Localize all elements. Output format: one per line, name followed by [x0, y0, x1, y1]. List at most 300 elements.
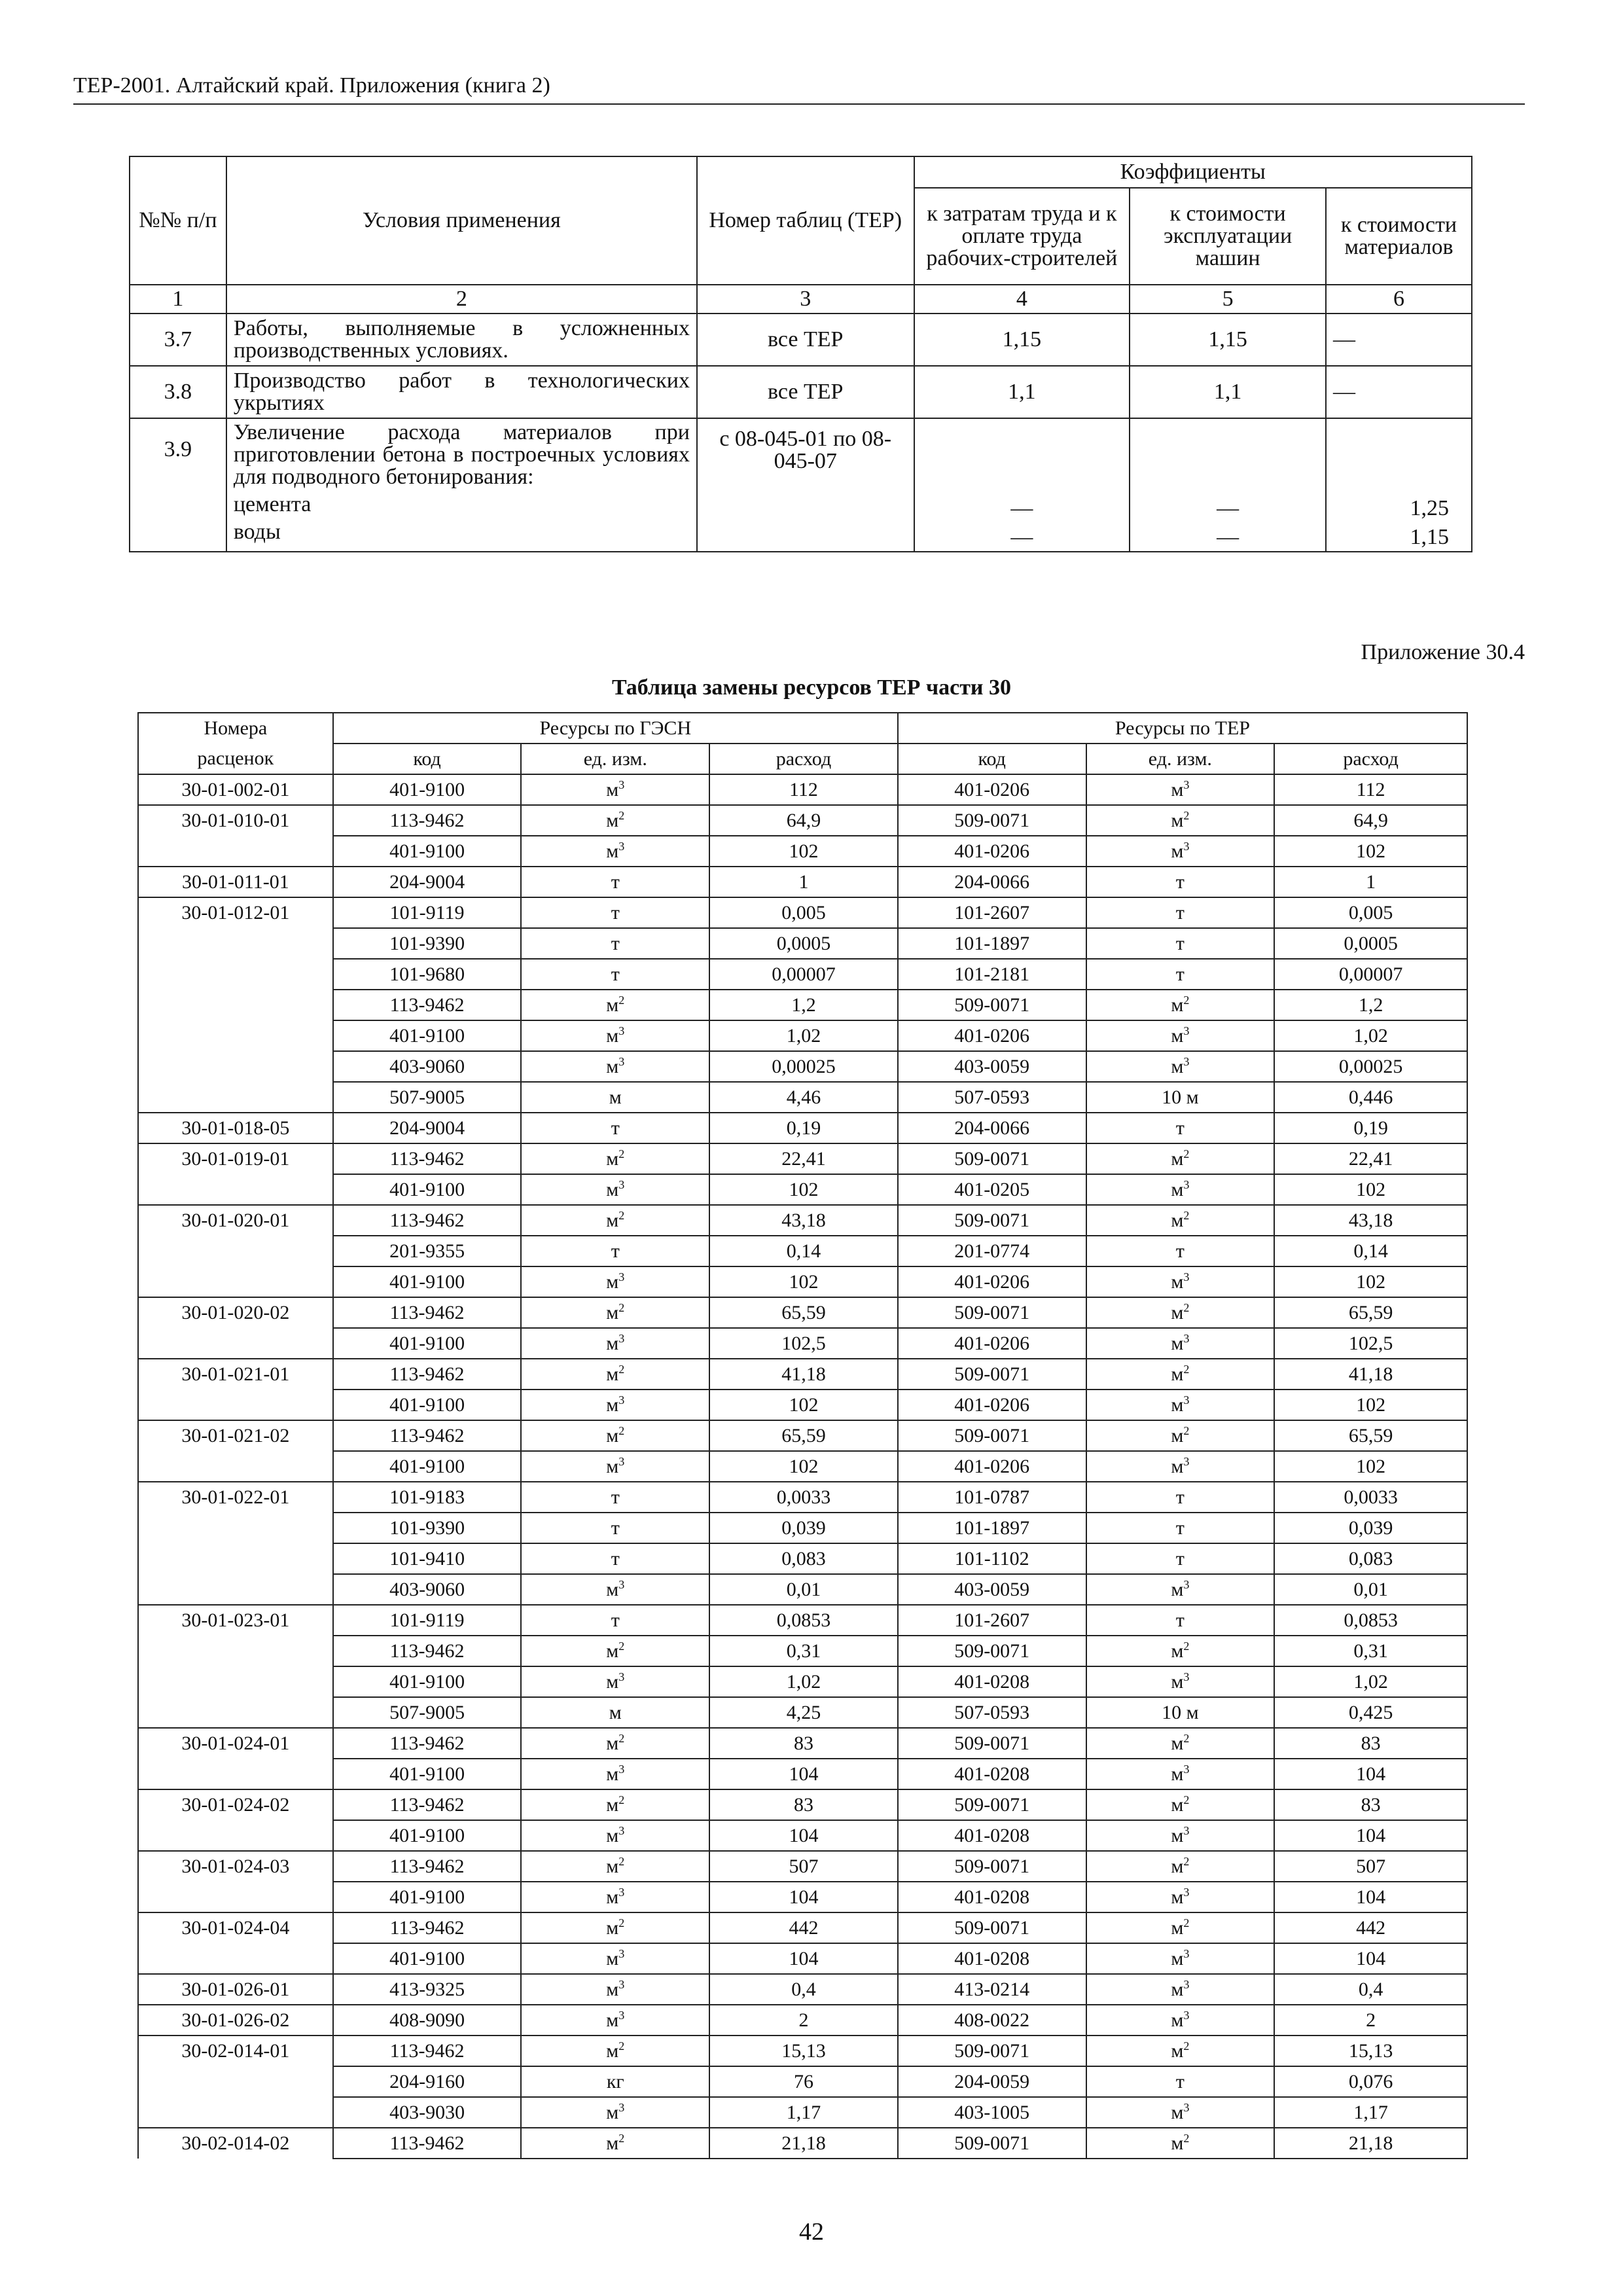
- table-row: [138, 1543, 1467, 1574]
- col-header-num: №№ п/п: [130, 156, 226, 285]
- rate-number: 30-01-024-03: [138, 1851, 333, 1882]
- ter-amount: 43,18: [1274, 1205, 1467, 1236]
- table-row: [138, 1697, 1467, 1728]
- row-condition: Производство работ в технологических укрытиях: [226, 366, 697, 418]
- gesn-unit: $м^2$: [521, 1205, 709, 1236]
- sub-materials: 1,25: [1410, 496, 1449, 520]
- ter-unit: т: [1086, 1605, 1275, 1636]
- col-number: 1: [130, 285, 226, 314]
- ter-amount: 104: [1274, 1820, 1467, 1851]
- gesn-unit: м: [521, 1697, 709, 1728]
- ter-amount: 2: [1274, 2005, 1467, 2036]
- ter-code: 509-0071: [898, 1359, 1086, 1390]
- table-row: [138, 1728, 1467, 1759]
- ter-amount: 102: [1274, 1174, 1467, 1205]
- gesn-amount: 112: [709, 774, 898, 805]
- gesn-amount: 0,14: [709, 1236, 898, 1266]
- ter-code: 509-0071: [898, 1851, 1086, 1882]
- ter-unit: 10 м: [1086, 1082, 1275, 1113]
- ter-amount: 0,0005: [1274, 928, 1467, 959]
- gesn-unit: т: [521, 867, 709, 897]
- ter-unit: $м^2$: [1086, 1359, 1275, 1390]
- gesn-amount: 15,13: [709, 2036, 898, 2066]
- table-row: [138, 2097, 1467, 2128]
- gesn-amount: 442: [709, 1912, 898, 1943]
- gesn-amount: 0,039: [709, 1513, 898, 1543]
- ter-amount: 21,18: [1274, 2128, 1467, 2159]
- gesn-code: 401-9100: [333, 1020, 522, 1051]
- ter-unit: $м^2$: [1086, 1851, 1275, 1882]
- row-tables: все ТЕР: [697, 314, 914, 366]
- ter-unit: $м^3$: [1086, 1974, 1275, 2005]
- gesn-unit: $м^2$: [521, 1912, 709, 1943]
- gesn-code: 401-9100: [333, 1328, 522, 1359]
- gesn-code: 101-9119: [333, 897, 522, 928]
- ter-unit: $м^3$: [1086, 774, 1275, 805]
- gesn-amount: 1,02: [709, 1666, 898, 1697]
- ter-unit: т: [1086, 867, 1275, 897]
- rate-number: 30-01-012-01: [138, 897, 333, 928]
- gesn-unit: $м^3$: [521, 1174, 709, 1205]
- table-row: [138, 1943, 1467, 1974]
- ter-code: 401-0206: [898, 1328, 1086, 1359]
- table-row: [138, 1297, 1467, 1328]
- ter-amount: 102,5: [1274, 1328, 1467, 1359]
- ter-amount: 102: [1274, 1451, 1467, 1482]
- ter-unit: $м^2$: [1086, 2036, 1275, 2066]
- ter-code: 204-0066: [898, 1113, 1086, 1143]
- table-row: [138, 867, 1467, 897]
- gesn-unit: т: [521, 1236, 709, 1266]
- gesn-amount: 21,18: [709, 2128, 898, 2159]
- gesn-amount: 76: [709, 2066, 898, 2097]
- rate-number: 30-01-023-01: [138, 1605, 333, 1636]
- sub-item-name: цемента: [233, 492, 312, 516]
- ter-unit: $м^2$: [1086, 1636, 1275, 1666]
- table-row: [138, 2005, 1467, 2036]
- ter-amount: 104: [1274, 1759, 1467, 1789]
- gesn-code: 401-9100: [333, 774, 522, 805]
- gesn-amount: 2: [709, 2005, 898, 2036]
- gesn-amount: 507: [709, 1851, 898, 1882]
- gesn-code: 101-9680: [333, 959, 522, 990]
- ter-code: 509-0071: [898, 1912, 1086, 1943]
- table-title: Таблица замены ресурсов ТЕР части 30: [611, 675, 1012, 700]
- gesn-unit: $м^2$: [521, 1297, 709, 1328]
- ter-unit: $м^3$: [1086, 1390, 1275, 1420]
- table-row: [138, 805, 1467, 836]
- ter-code: 401-0208: [898, 1943, 1086, 1974]
- ter-unit: $м^3$: [1086, 1943, 1275, 1974]
- gesn-amount: 0,00007: [709, 959, 898, 990]
- gesn-code: 403-9060: [333, 1574, 522, 1605]
- ter-unit: $м^2$: [1086, 805, 1275, 836]
- col-header-gesn: Ресурсы по ГЭСН: [333, 713, 898, 744]
- rate-number: [138, 1328, 333, 1359]
- gesn-unit: $м^2$: [521, 1420, 709, 1451]
- ter-amount: 64,9: [1274, 805, 1467, 836]
- gesn-unit: $м^3$: [521, 836, 709, 867]
- gesn-amount: 102: [709, 836, 898, 867]
- ter-code: 403-0059: [898, 1051, 1086, 1082]
- gesn-code: 401-9100: [333, 1820, 522, 1851]
- rate-number: [138, 1574, 333, 1605]
- gesn-unit: $м^2$: [521, 1851, 709, 1882]
- ter-amount: 102: [1274, 1390, 1467, 1420]
- gesn-code: 507-9005: [333, 1697, 522, 1728]
- gesn-amount: 0,31: [709, 1636, 898, 1666]
- gesn-unit: $м^3$: [521, 1759, 709, 1789]
- rate-number: 30-01-018-05: [138, 1113, 333, 1143]
- sub-materials: 1,15: [1410, 525, 1449, 549]
- ter-amount: 0,0853: [1274, 1605, 1467, 1636]
- gesn-amount: 102: [709, 1174, 898, 1205]
- gesn-amount: 4,25: [709, 1697, 898, 1728]
- table-row: [138, 1513, 1467, 1543]
- ter-amount: 15,13: [1274, 2036, 1467, 2066]
- ter-unit: 10 м: [1086, 1697, 1275, 1728]
- coef-row: [130, 314, 1472, 366]
- ter-unit: $м^3$: [1086, 1666, 1275, 1697]
- gesn-amount: 0,0033: [709, 1482, 898, 1513]
- ter-unit: т: [1086, 1236, 1275, 1266]
- col-header-materials: к стоимости материалов: [1326, 188, 1472, 285]
- ter-code: 101-2607: [898, 1605, 1086, 1636]
- rate-number: 30-01-021-01: [138, 1359, 333, 1390]
- ter-code: 101-2607: [898, 897, 1086, 928]
- gesn-code: 201-9355: [333, 1236, 522, 1266]
- gesn-amount: 102: [709, 1451, 898, 1482]
- table-row: [138, 1143, 1467, 1174]
- ter-amount: 0,425: [1274, 1697, 1467, 1728]
- table-row: [138, 1113, 1467, 1143]
- table-row: [138, 1420, 1467, 1451]
- table-row: [138, 2066, 1467, 2097]
- resources-table: [137, 712, 1468, 2159]
- rate-number: [138, 928, 333, 959]
- gesn-amount: 0,01: [709, 1574, 898, 1605]
- rate-number: [138, 1697, 333, 1728]
- ter-code: 401-0208: [898, 1820, 1086, 1851]
- ter-unit: $м^2$: [1086, 1297, 1275, 1328]
- ter-unit: $м^2$: [1086, 1912, 1275, 1943]
- gesn-amount: 104: [709, 1882, 898, 1912]
- table-row: [138, 774, 1467, 805]
- ter-code: 509-0071: [898, 2036, 1086, 2066]
- resources-table-body: [138, 774, 1467, 2159]
- ter-unit: $м^2$: [1086, 1420, 1275, 1451]
- rate-number: 30-01-024-04: [138, 1912, 333, 1943]
- ter-unit: т: [1086, 897, 1275, 928]
- ter-code: 509-0071: [898, 1143, 1086, 1174]
- gesn-code: 413-9325: [333, 1974, 522, 2005]
- gesn-code: 113-9462: [333, 1636, 522, 1666]
- gesn-unit: $м^3$: [521, 1820, 709, 1851]
- ter-code: 403-0059: [898, 1574, 1086, 1605]
- rate-number: [138, 1943, 333, 1974]
- table-row: [138, 1328, 1467, 1359]
- ter-amount: 83: [1274, 1789, 1467, 1820]
- row-machines-coef: [1130, 418, 1326, 552]
- gesn-code: 204-9160: [333, 2066, 522, 2097]
- gesn-code: 113-9462: [333, 1789, 522, 1820]
- gesn-code: 113-9462: [333, 1297, 522, 1328]
- page-number: 42: [799, 2218, 824, 2246]
- table-row: [138, 2036, 1467, 2066]
- sub-item-name: воды: [233, 520, 281, 544]
- ter-amount: 1,02: [1274, 1666, 1467, 1697]
- gesn-amount: 22,41: [709, 1143, 898, 1174]
- ter-unit: т: [1086, 1482, 1275, 1513]
- gesn-code: 507-9005: [333, 1082, 522, 1113]
- sub-machines: —: [1217, 496, 1240, 520]
- gesn-code: 403-9030: [333, 2097, 522, 2128]
- gesn-code: 113-9462: [333, 2036, 522, 2066]
- rate-number: 30-02-014-01: [138, 2036, 333, 2066]
- ter-amount: 0,00025: [1274, 1051, 1467, 1082]
- gesn-unit: $м^3$: [521, 1974, 709, 2005]
- ter-code: 509-0071: [898, 1636, 1086, 1666]
- rate-number: [138, 1082, 333, 1113]
- col-number: 6: [1326, 285, 1472, 314]
- condition-text: Увеличение расхода материалов при приготовлении бетона в построечных условиях для подводного бетонирования:: [233, 420, 690, 489]
- gesn-unit: $м^3$: [521, 1943, 709, 1974]
- gesn-amount: 0,19: [709, 1113, 898, 1143]
- gesn-amount: 4,46: [709, 1082, 898, 1113]
- ter-code: 401-0206: [898, 1390, 1086, 1420]
- gesn-amount: 0,0853: [709, 1605, 898, 1636]
- ter-unit: $м^2$: [1086, 1205, 1275, 1236]
- rate-number: 30-01-022-01: [138, 1482, 333, 1513]
- ter-unit: $м^2$: [1086, 990, 1275, 1020]
- gesn-code: 113-9462: [333, 990, 522, 1020]
- row-labor-coef: 1,15: [914, 314, 1130, 366]
- gesn-amount: 0,005: [709, 897, 898, 928]
- gesn-code: 113-9462: [333, 1420, 522, 1451]
- table-row: [138, 836, 1467, 867]
- sub-machines: —: [1217, 525, 1240, 549]
- ter-code: 509-0071: [898, 805, 1086, 836]
- gesn-amount: 104: [709, 1943, 898, 1974]
- ter-unit: $м^2$: [1086, 1789, 1275, 1820]
- col-header-gesn-amount: расход: [709, 744, 898, 774]
- col-header-labor: к затратам труда и к оплате труда рабочих-строителей: [914, 188, 1130, 285]
- ter-code: 401-0208: [898, 1759, 1086, 1789]
- gesn-amount: 64,9: [709, 805, 898, 836]
- col-number: 3: [697, 285, 914, 314]
- table-row: [138, 1051, 1467, 1082]
- col-header-ter-unit: ед. изм.: [1086, 744, 1275, 774]
- ter-amount: 104: [1274, 1943, 1467, 1974]
- gesn-code: 113-9462: [333, 1851, 522, 1882]
- rate-number: [138, 2066, 333, 2097]
- gesn-unit: т: [521, 897, 709, 928]
- gesn-unit: м: [521, 1082, 709, 1113]
- ter-amount: 112: [1274, 774, 1467, 805]
- rate-number: [138, 1759, 333, 1789]
- gesn-amount: 0,0005: [709, 928, 898, 959]
- col-number: 4: [914, 285, 1130, 314]
- gesn-code: 401-9100: [333, 1174, 522, 1205]
- rate-number: 30-01-020-01: [138, 1205, 333, 1236]
- gesn-code: 113-9462: [333, 1205, 522, 1236]
- rate-number: [138, 1513, 333, 1543]
- rate-number: [138, 1636, 333, 1666]
- ter-amount: 0,039: [1274, 1513, 1467, 1543]
- gesn-code: 113-9462: [333, 1912, 522, 1943]
- ter-amount: 102: [1274, 836, 1467, 867]
- ter-unit: $м^3$: [1086, 1759, 1275, 1789]
- ter-code: 507-0593: [898, 1697, 1086, 1728]
- ter-amount: 507: [1274, 1851, 1467, 1882]
- col-header-ter: Ресурсы по ТЕР: [898, 713, 1467, 744]
- rate-number: 30-01-024-01: [138, 1728, 333, 1759]
- ter-code: 408-0022: [898, 2005, 1086, 2036]
- ter-unit: $м^2$: [1086, 1143, 1275, 1174]
- ter-code: 401-0206: [898, 1266, 1086, 1297]
- ter-amount: 0,076: [1274, 2066, 1467, 2097]
- row-num: 3.8: [130, 366, 226, 418]
- gesn-unit: $м^3$: [521, 1390, 709, 1420]
- gesn-unit: $м^3$: [521, 1266, 709, 1297]
- gesn-unit: $м^2$: [521, 1359, 709, 1390]
- gesn-code: 113-9462: [333, 1359, 522, 1390]
- table-row: [138, 990, 1467, 1020]
- rate-number: [138, 836, 333, 867]
- gesn-unit: $м^2$: [521, 2128, 709, 2159]
- gesn-amount: 0,083: [709, 1543, 898, 1574]
- col-number: 2: [226, 285, 697, 314]
- table-row: [138, 1482, 1467, 1513]
- gesn-unit: $м^3$: [521, 1451, 709, 1482]
- ter-code: 509-0071: [898, 1420, 1086, 1451]
- col-header-rate-bottom: расценок: [138, 744, 333, 774]
- rate-number: [138, 1543, 333, 1574]
- rate-number: [138, 1174, 333, 1205]
- gesn-amount: 1,2: [709, 990, 898, 1020]
- rate-number: [138, 1020, 333, 1051]
- col-header-gesn-code: код: [333, 744, 522, 774]
- ter-unit: $м^3$: [1086, 1174, 1275, 1205]
- gesn-unit: $м^3$: [521, 1020, 709, 1051]
- row-condition: Работы, выполняемые в усложненных производственных условиях.: [226, 314, 697, 366]
- rate-number: [138, 1882, 333, 1912]
- ter-code: 413-0214: [898, 1974, 1086, 2005]
- row-materials-coef: —: [1326, 314, 1472, 366]
- table-row: [138, 1390, 1467, 1420]
- gesn-amount: 104: [709, 1759, 898, 1789]
- rate-number: 30-01-026-01: [138, 1974, 333, 2005]
- ter-unit: т: [1086, 1543, 1275, 1574]
- gesn-code: 401-9100: [333, 1943, 522, 1974]
- table-row: [138, 1605, 1467, 1636]
- table-row: [138, 1882, 1467, 1912]
- ter-code: 401-0206: [898, 1451, 1086, 1482]
- col-header-gesn-unit: ед. изм.: [521, 744, 709, 774]
- table-row: [138, 928, 1467, 959]
- ter-code: 403-1005: [898, 2097, 1086, 2128]
- gesn-code: 408-9090: [333, 2005, 522, 2036]
- rate-number: [138, 1390, 333, 1420]
- gesn-unit: т: [521, 959, 709, 990]
- ter-unit: т: [1086, 928, 1275, 959]
- gesn-code: 401-9100: [333, 1666, 522, 1697]
- row-labor-coef: [914, 418, 1130, 552]
- table-row: [138, 1266, 1467, 1297]
- gesn-amount: 0,4: [709, 1974, 898, 2005]
- gesn-unit: т: [521, 928, 709, 959]
- col-header-tables: Номер таблиц (ТЕР): [697, 156, 914, 285]
- ter-amount: 1,2: [1274, 990, 1467, 1020]
- rate-number: [138, 1820, 333, 1851]
- ter-code: 101-1102: [898, 1543, 1086, 1574]
- ter-code: 401-0206: [898, 774, 1086, 805]
- table-row: [138, 1174, 1467, 1205]
- gesn-unit: т: [521, 1543, 709, 1574]
- ter-amount: 0,31: [1274, 1636, 1467, 1666]
- gesn-code: 401-9100: [333, 1390, 522, 1420]
- col-header-ter-code: код: [898, 744, 1086, 774]
- gesn-unit: т: [521, 1605, 709, 1636]
- ter-unit: $м^3$: [1086, 1574, 1275, 1605]
- coef-row: [130, 418, 1472, 552]
- table-row: [138, 1236, 1467, 1266]
- gesn-code: 101-9390: [333, 928, 522, 959]
- ter-code: 509-0071: [898, 1728, 1086, 1759]
- sub-labor: —: [1010, 525, 1033, 549]
- rate-number: 30-02-014-02: [138, 2128, 333, 2159]
- gesn-amount: 1: [709, 867, 898, 897]
- table-row: [138, 1451, 1467, 1482]
- col-header-machines: к стоимости эксплуатации машин: [1130, 188, 1326, 285]
- table-row: [138, 959, 1467, 990]
- ter-unit: $м^3$: [1086, 2097, 1275, 2128]
- ter-code: 401-0208: [898, 1882, 1086, 1912]
- table-row: [138, 1851, 1467, 1882]
- ter-unit: $м^3$: [1086, 1266, 1275, 1297]
- ter-amount: 0,4: [1274, 1974, 1467, 2005]
- table-row: [138, 1666, 1467, 1697]
- ter-unit: $м^3$: [1086, 2005, 1275, 2036]
- gesn-unit: $м^3$: [521, 2005, 709, 2036]
- col-header-conditions: Условия применения: [226, 156, 697, 285]
- table-row: [138, 1359, 1467, 1390]
- col-header-coefficients: Коэффициенты: [914, 156, 1472, 188]
- gesn-code: 101-9390: [333, 1513, 522, 1543]
- ter-code: 204-0059: [898, 2066, 1086, 2097]
- gesn-unit: $м^2$: [521, 805, 709, 836]
- table-row: [138, 1636, 1467, 1666]
- ter-unit: т: [1086, 2066, 1275, 2097]
- gesn-amount: 65,59: [709, 1297, 898, 1328]
- gesn-code: 401-9100: [333, 1759, 522, 1789]
- gesn-code: 204-9004: [333, 867, 522, 897]
- ter-amount: 442: [1274, 1912, 1467, 1943]
- running-header: ТЕР-2001. Алтайский край. Приложения (книга 2): [73, 73, 1525, 105]
- gesn-amount: 102,5: [709, 1328, 898, 1359]
- gesn-unit: $м^3$: [521, 1666, 709, 1697]
- ter-amount: 0,14: [1274, 1236, 1467, 1266]
- gesn-code: 113-9462: [333, 1143, 522, 1174]
- rate-number: [138, 1051, 333, 1082]
- gesn-code: 113-9462: [333, 805, 522, 836]
- ter-code: 509-0071: [898, 2128, 1086, 2159]
- rate-number: 30-01-021-02: [138, 1420, 333, 1451]
- table-row: [138, 1912, 1467, 1943]
- gesn-code: 101-9183: [333, 1482, 522, 1513]
- gesn-unit: кг: [521, 2066, 709, 2097]
- ter-code: 401-0206: [898, 1020, 1086, 1051]
